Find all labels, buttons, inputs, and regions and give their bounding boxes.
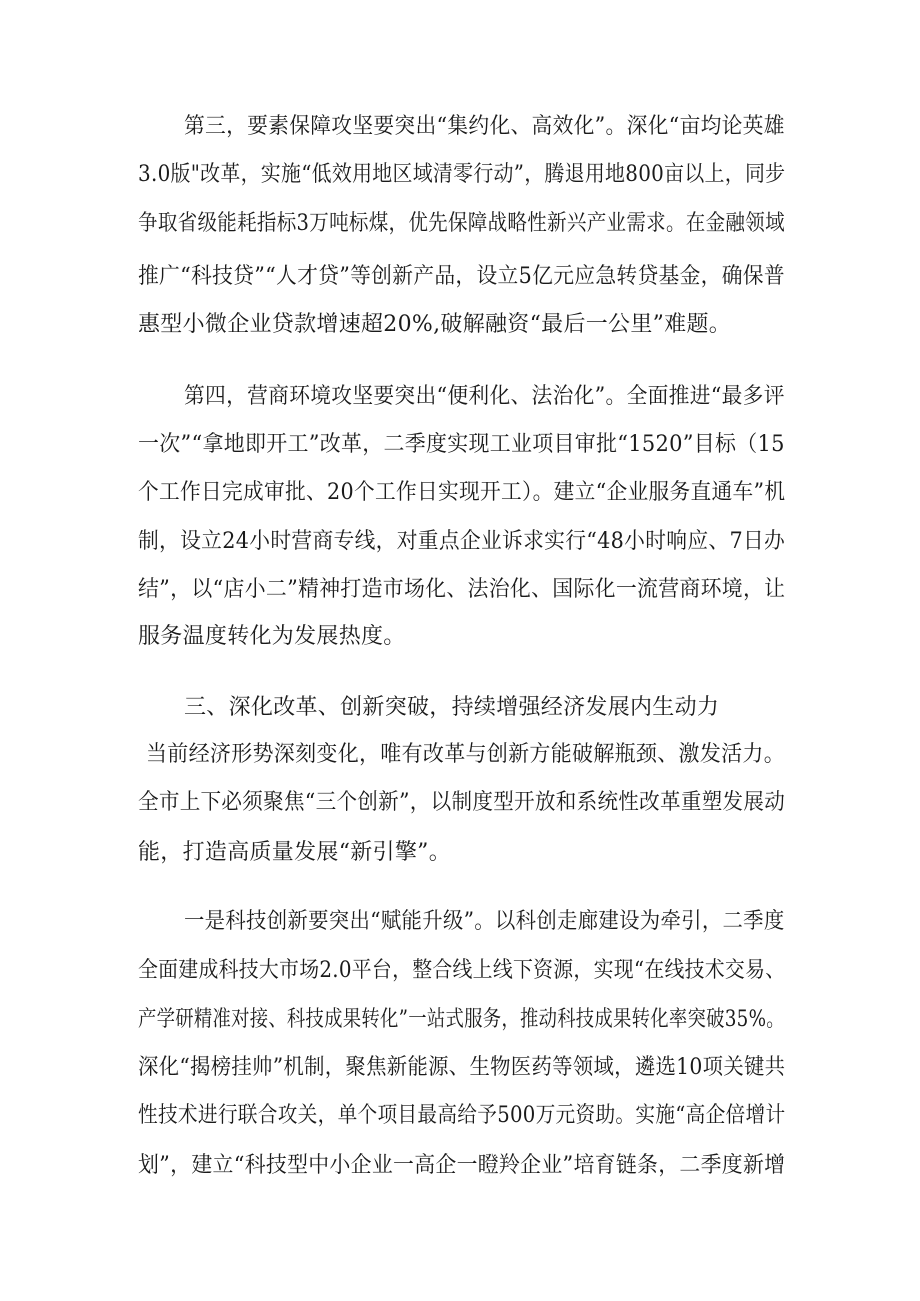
paragraph-1-line-2: 3.0版"改革，实施“低效用地区域清零行动”，腾退用地800亩以上，同步 <box>138 162 786 187</box>
paragraph-1-line-5: 惠型小微企业贷款增速超20%,破解融资“最后一公里”难题。 <box>138 312 732 337</box>
paragraph-2-line-6: 服务温度转化为发展热度。 <box>138 624 406 649</box>
paragraph-2-line-5: 结”，以“店小二”精神打造市场化、法治化、国际化一流营商环境，让 <box>138 577 786 602</box>
paragraph-4-line-3: 产学研精准对接、科技成果转化”一站式服务，推动科技成果转化率突破35%。 <box>138 1007 785 1032</box>
paragraph-3-line-1: 当前经济形势深刻变化，唯有改革与创新方能破解瓶颈、激发活力。 <box>146 742 786 767</box>
paragraph-4-line-6: 划”，建立“科技型中小企业一高企一瞪羚企业”培育链条，二季度新增 <box>138 1153 786 1178</box>
paragraph-2-line-4: 制，设立24小时营商专线，对重点企业诉求实行“48小时响应、7日办 <box>138 529 786 554</box>
section-heading: 三、深化改革、创新突破，持续增强经济发展内生动力 <box>184 695 720 720</box>
paragraph-1-line-1: 第三，要素保障攻坚要突出“集约化、高效化”。深化“亩均论英雄 <box>184 114 785 139</box>
paragraph-4-line-2: 全面建成科技大市场2.0平台，整合线上线下资源，实现“在线技术交易、 <box>138 958 786 983</box>
paragraph-2-line-1: 第四，营商环境攻坚要突出“便利化、法治化”。全面推进“最多评 <box>184 384 785 409</box>
paragraph-2-line-2: 一次”“拿地即开工”改革，二季度实现工业项目审批“1520”目标（15 <box>138 432 785 457</box>
paragraph-4-line-1: 一是科技创新要突出“赋能升级”。以科创走廊建设为牵引，二季度 <box>184 909 785 934</box>
paragraph-3-line-2: 全市上下必须聚焦“三个创新”，以制度型开放和系统性改革重塑发展动 <box>138 790 786 815</box>
paragraph-3-line-3: 能，打造高质量发展“新引擎”。 <box>138 840 451 865</box>
paragraph-1-line-3: 争取省级能耗指标3万吨标煤，优先保障战略性新兴产业需求。在金融领域 <box>138 211 785 236</box>
paragraph-4-line-4: 深化“揭榜挂帅”机制，聚焦新能源、生物医药等领域，遴选10项关键共 <box>138 1055 786 1080</box>
paragraph-2-line-3: 个工作日完成审批、20个工作日实现开工）。建立“企业服务直通车”机 <box>138 480 786 505</box>
paragraph-4-line-5: 性技术进行联合攻关，单个项目最高给予500万元资助。实施“高企倍增计 <box>138 1103 786 1128</box>
paragraph-1-line-4: 推广“科技贷”“人才贷”等创新产品，设立5亿元应急转贷基金，确保普 <box>138 264 785 289</box>
